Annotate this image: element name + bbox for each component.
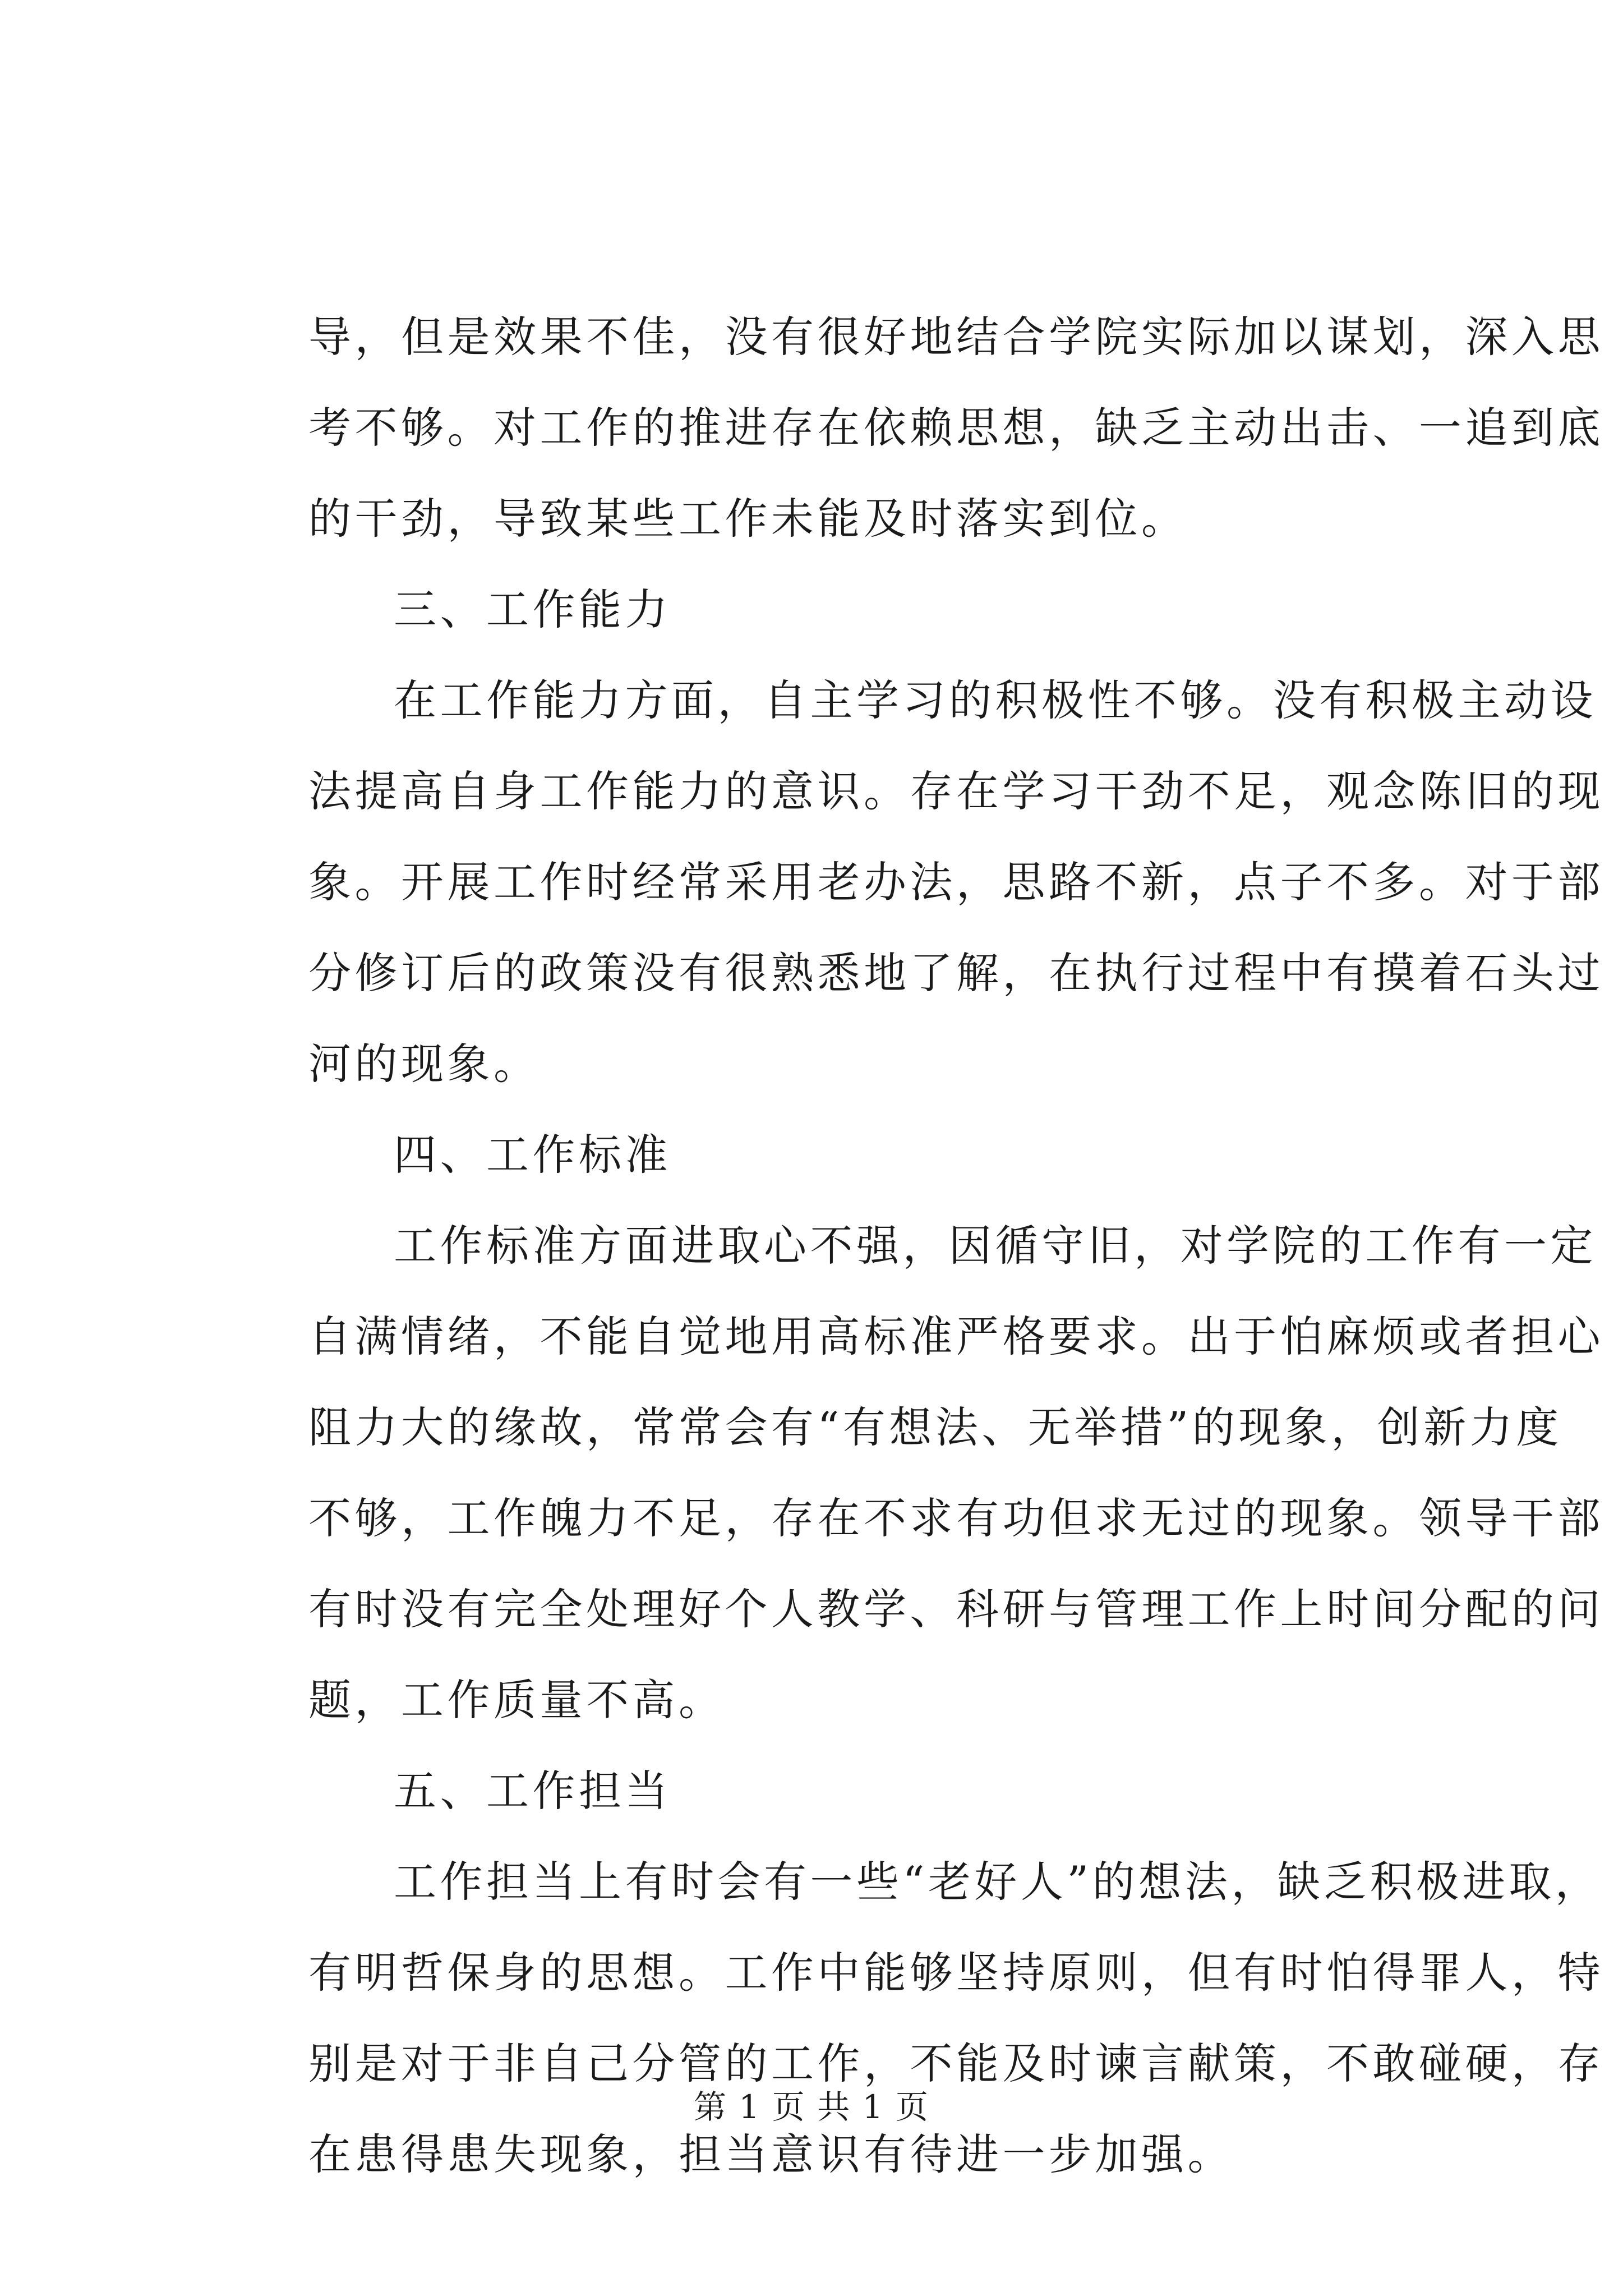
section-heading: 四、工作标准 <box>394 1130 671 1180</box>
body-line: 别是对于非自己分管的工作，不能及时谏言献策，不敢碰硬，存 <box>308 2039 1604 2088</box>
body-line: 导，但是效果不佳，没有很好地结合学院实际加以谋划，深入思 <box>308 312 1604 362</box>
section-heading: 五、工作担当 <box>394 1766 671 1816</box>
body-line: 的干劲，导致某些工作未能及时落实到位。 <box>308 494 1188 544</box>
body-line: 在患得患失现象，担当意识有待进一步加强。 <box>308 2129 1234 2179</box>
body-line: 阻力大的缘故，常常会有“有想法、无举措”的现象，创新力度 <box>308 1402 1562 1452</box>
document-body <box>308 292 1604 2200</box>
body-line: 分修订后的政策没有很熟悉地了解，在执行过程中有摸着石头过 <box>308 948 1604 998</box>
body-line: 河的现象。 <box>308 1039 540 1089</box>
body-line: 有明哲保身的思想。工作中能够坚持原则，但有时怕得罪人，特 <box>308 1948 1604 1998</box>
body-line: 象。开展工作时经常采用老办法，思路不新，点子不多。对于部 <box>308 857 1604 907</box>
body-line: 在工作能力方面，自主学习的积极性不够。没有积极主动设 <box>394 675 1597 725</box>
body-line: 工作担当上有时会有一些“老好人”的想法，缺乏积极进取， <box>394 1857 1602 1907</box>
section-heading: 三、工作能力 <box>394 585 671 634</box>
body-line: 考不够。对工作的推进存在依赖思想，缺乏主动出击、一追到底 <box>308 403 1604 453</box>
body-line: 题，工作质量不高。 <box>308 1675 725 1725</box>
page-footer: 第 1 页 共 1 页 <box>694 2088 929 2126</box>
body-line: 不够，工作魄力不足，存在不求有功但求无过的现象。领导干部 <box>308 1493 1604 1543</box>
body-line: 工作标准方面进取心不强，因循守旧，对学院的工作有一定 <box>394 1221 1597 1271</box>
body-line: 有时没有完全处理好个人教学、科研与管理工作上时间分配的问 <box>308 1584 1604 1634</box>
body-line: 自满情绪，不能自觉地用高标准严格要求。出于怕麻烦或者担心 <box>308 1312 1604 1361</box>
body-line: 法提高自身工作能力的意识。存在学习干劲不足，观念陈旧的现 <box>308 766 1604 816</box>
